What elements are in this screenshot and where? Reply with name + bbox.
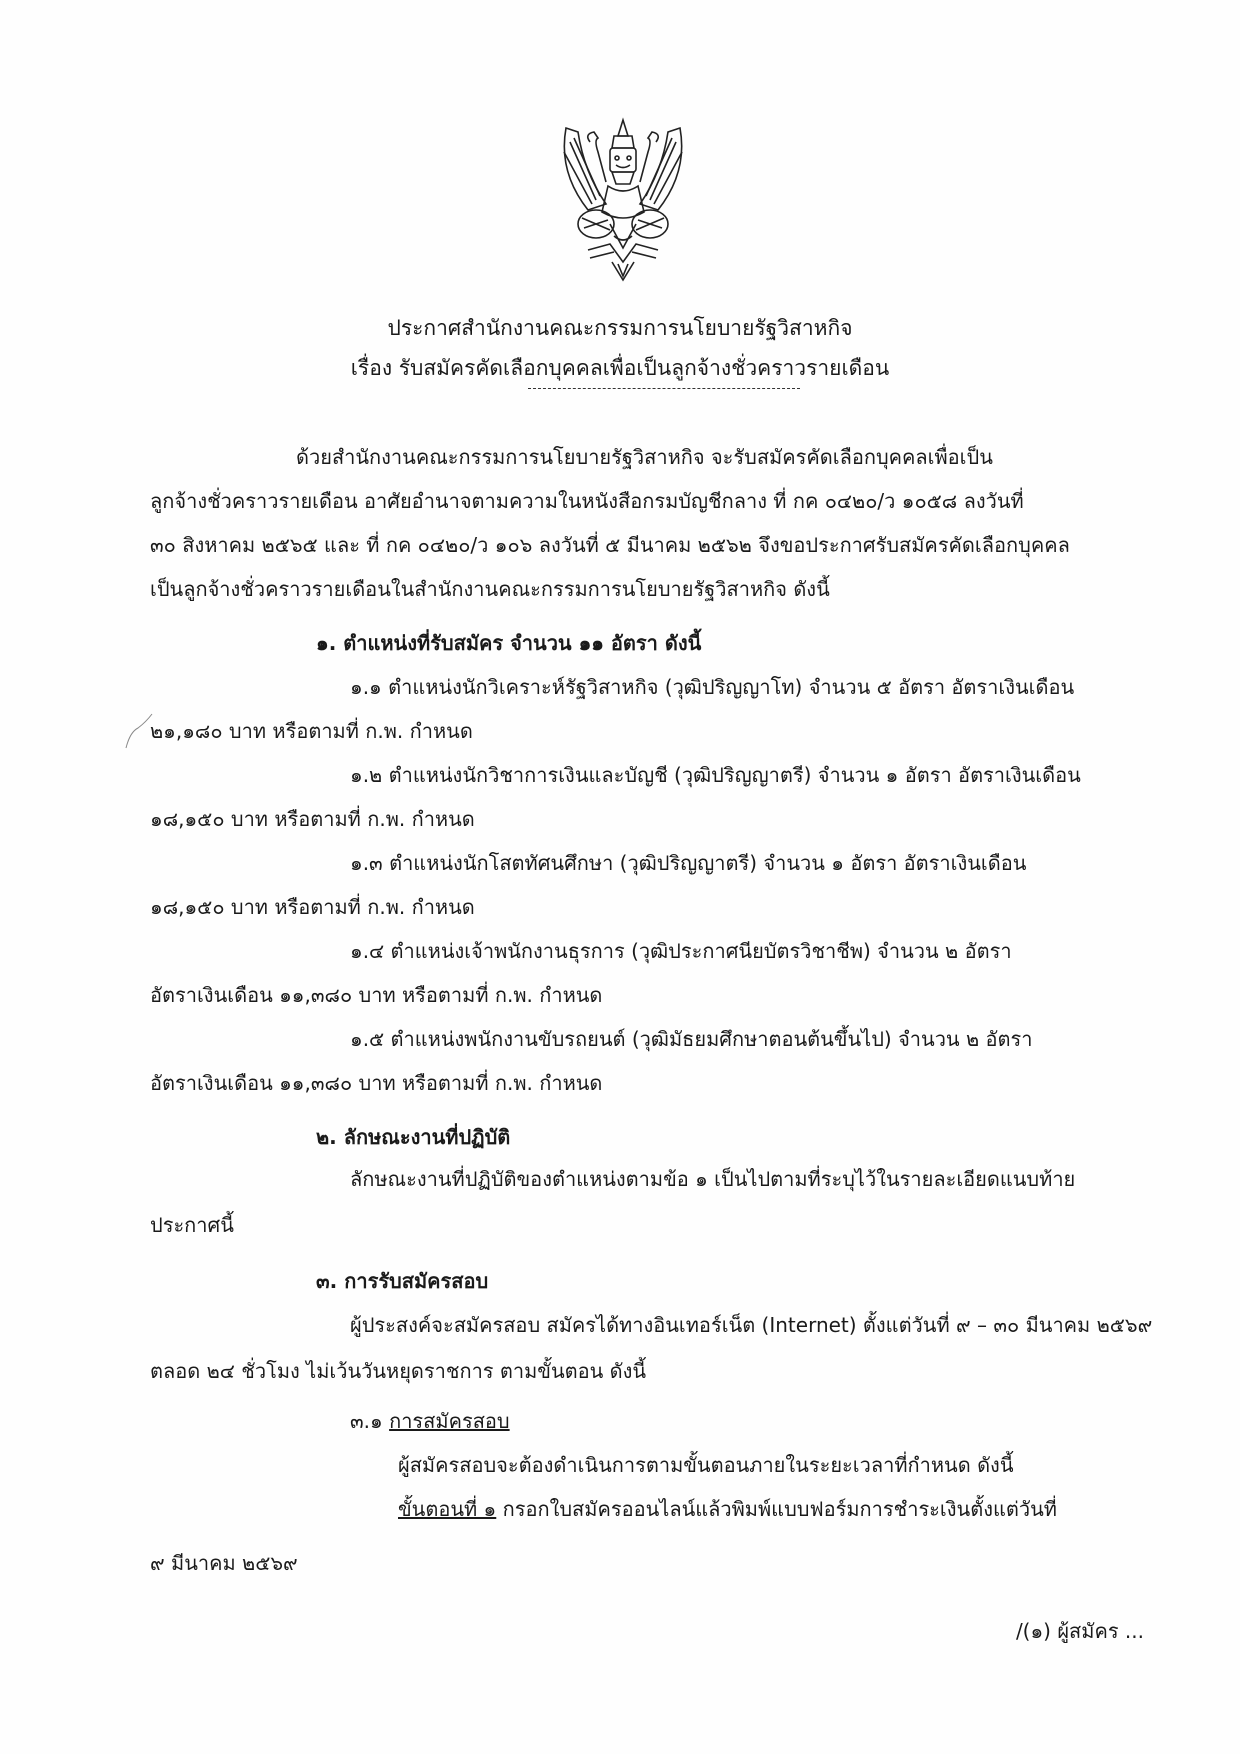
step-1-text: กรอกใบสมัครออนไลน์แล้วพิมพ์แบบฟอร์มการชำระเงินตั้งแต่วันที่ [496, 1497, 1057, 1521]
section-2-text: ลักษณะงานที่ปฏิบัติของตำแหน่งตามข้อ ๑ เป็นไปตามที่ระบุไว้ในรายละเอียดแนบท้าย [350, 1167, 1076, 1191]
continuation-note: /(๑) ผู้สมัคร ... [1015, 1619, 1144, 1643]
section-3-text: ผู้ประสงค์จะสมัครสอบ สมัครได้ทางอินเทอร์เน็ต (Internet) ตั้งแต่วันที่ ๙ – ๓๐ มีนาคม ๒๕๖๙ [350, 1313, 1153, 1337]
section-3-1-number: ๓.๑ [350, 1409, 390, 1433]
section-3-1-title: การสมัครสอบ [389, 1409, 510, 1433]
section-3-1-heading [350, 1406, 510, 1436]
position-1-1-salary: ๒๑,๑๘๐ บาท หรือตามที่ ก.พ. กำหนด [150, 719, 473, 743]
section-1-heading: ๑. ตำแหน่งที่รับสมัคร จำนวน ๑๑ อัตรา ดังนี้ [316, 631, 702, 655]
position-1-1: ๑.๑ ตำแหน่งนักวิเคราะห์รัฐวิสาหกิจ (วุฒิปริญญาโท) จำนวน ๕ อัตรา อัตราเงินเดือน [350, 675, 1075, 699]
title-separator [528, 388, 800, 389]
step-1-label: ขั้นตอนที่ ๑ [398, 1497, 497, 1521]
section-3-1-text: ผู้สมัครสอบจะต้องดำเนินการตามขั้นตอนภายในระยะเวลาที่กำหนด ดังนี้ [398, 1453, 1014, 1477]
position-1-2: ๑.๒ ตำแหน่งนักวิชาการเงินและบัญชี (วุฒิปริญญาตรี) จำนวน ๑ อัตรา อัตราเงินเดือน [350, 763, 1081, 787]
section-3-heading: ๓. การรับสมัครสอบ [316, 1269, 489, 1293]
garuda-emblem-icon [548, 112, 698, 284]
document-subject: เรื่อง รับสมัครคัดเลือกบุคคลเพื่อเป็นลูกจ้างชั่วคราวรายเดือน [350, 356, 890, 380]
position-1-4: ๑.๔ ตำแหน่งเจ้าพนักงานธุรการ (วุฒิประกาศนียบัตรวิชาชีพ) จำนวน ๒ อัตรา [350, 939, 1012, 963]
intro-line-2: ลูกจ้างชั่วคราวรายเดือน อาศัยอำนาจตามความในหนังสือกรมบัญชีกลาง ที่ กค ๐๔๒๐/ว ๑๐๕๘ ลงวันที่ [150, 489, 1024, 513]
position-1-5-salary: อัตราเงินเดือน ๑๑,๓๘๐ บาท หรือตามที่ ก.พ. กำหนด [150, 1071, 603, 1095]
section-2-text-cont: ประกาศนี้ [150, 1213, 234, 1237]
step-1 [398, 1494, 1057, 1524]
section-2-heading: ๒. ลักษณะงานที่ปฏิบัติ [316, 1125, 511, 1149]
position-1-3-salary: ๑๘,๑๕๐ บาท หรือตามที่ ก.พ. กำหนด [150, 895, 475, 919]
position-1-2-salary: ๑๘,๑๕๐ บาท หรือตามที่ ก.พ. กำหนด [150, 807, 475, 831]
document-title: ประกาศสำนักงานคณะกรรมการนโยบายรัฐวิสาหกิจ [387, 316, 853, 340]
pen-stroke-mark [124, 712, 154, 752]
position-1-5: ๑.๕ ตำแหน่งพนักงานขับรถยนต์ (วุฒิมัธยมศึกษาตอนต้นขึ้นไป) จำนวน ๒ อัตรา [350, 1027, 1033, 1051]
intro-line-1: ด้วยสำนักงานคณะกรรมการนโยบายรัฐวิสาหกิจ จะรับสมัครคัดเลือกบุคคลเพื่อเป็น [296, 445, 993, 469]
intro-line-4: เป็นลูกจ้างชั่วคราวรายเดือนในสำนักงานคณะกรรมการนโยบายรัฐวิสาหกิจ ดังนี้ [150, 577, 830, 601]
step-1-date: ๙ มีนาคม ๒๕๖๙ [150, 1551, 298, 1575]
position-1-3: ๑.๓ ตำแหน่งนักโสตทัศนศึกษา (วุฒิปริญญาตรี) จำนวน ๑ อัตรา อัตราเงินเดือน [350, 851, 1027, 875]
position-1-4-salary: อัตราเงินเดือน ๑๑,๓๘๐ บาท หรือตามที่ ก.พ. กำหนด [150, 983, 603, 1007]
section-3-text-cont: ตลอด ๒๔ ชั่วโมง ไม่เว้นวันหยุดราชการ ตามขั้นตอน ดังนี้ [150, 1359, 647, 1383]
intro-line-3: ๓๐ สิงหาคม ๒๕๖๕ และ ที่ กค ๐๔๒๐/ว ๑๐๖ ลงวันที่ ๕ มีนาคม ๒๕๖๒ จึงขอประกาศรับสมัครคัดเลือกบุคคล [150, 533, 1070, 557]
